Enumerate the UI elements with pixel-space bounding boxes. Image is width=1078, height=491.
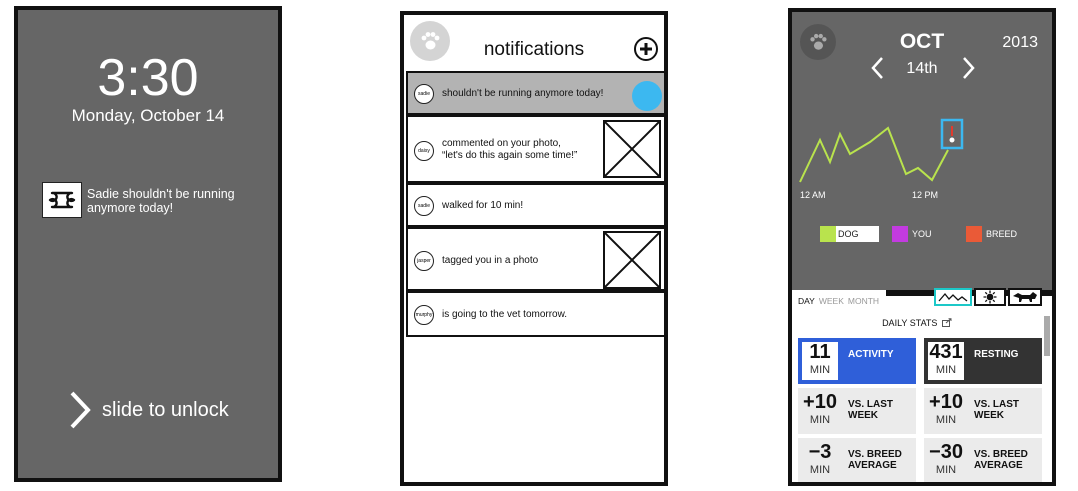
legend-item-dog[interactable] <box>820 226 879 242</box>
avatar[interactable]: sadie <box>414 196 434 216</box>
stat-label-line-1: VS. BREED <box>974 449 1028 460</box>
stat-label <box>974 449 1028 471</box>
stat-unit: MIN <box>935 414 957 426</box>
stat-number: +10 <box>803 391 837 413</box>
stat-vs-last-week[interactable] <box>798 388 916 434</box>
stat-label <box>974 349 1018 360</box>
notification-text: walked for 10 min! <box>442 200 524 211</box>
notification-text: tagged you in a photo <box>442 255 539 266</box>
notification-item[interactable] <box>406 115 666 183</box>
photo-thumbnail[interactable] <box>603 120 661 178</box>
stat-label-line-1: VS. LAST <box>974 399 1020 410</box>
stat-vs-last-week[interactable] <box>924 388 1042 434</box>
notification-item[interactable] <box>406 71 666 115</box>
tab-day[interactable]: DAY <box>798 296 815 306</box>
lock-date: Monday, October 14 <box>71 106 225 125</box>
plus-icon[interactable] <box>634 37 658 61</box>
tab-month[interactable]: MONTH <box>847 296 880 306</box>
stat-activity[interactable] <box>798 338 916 384</box>
daily-stats-label: DAILY STATS <box>882 318 938 328</box>
x-axis-start-label: 12 AM <box>800 190 826 200</box>
year-label: 2013 <box>1002 34 1038 51</box>
notifications-header <box>404 15 664 69</box>
stat-unit: MIN <box>809 364 831 376</box>
stats-tabs <box>792 290 1052 312</box>
legend-swatch <box>892 226 908 242</box>
stat-label <box>848 449 902 471</box>
lock-notification[interactable] <box>42 182 262 218</box>
stat-label-line-2: AVERAGE <box>848 460 897 471</box>
stat-vs-breed-average[interactable] <box>798 438 916 484</box>
stat-number: −3 <box>808 441 832 463</box>
notification-item[interactable] <box>406 227 666 291</box>
photo-thumbnail[interactable] <box>603 231 661 289</box>
stat-number: 11 <box>809 341 831 363</box>
touch-indicator <box>632 81 662 111</box>
range-tabs <box>792 290 886 312</box>
daily-stats-heading[interactable] <box>792 318 1042 328</box>
notification-text <box>442 138 577 162</box>
legend-label: DOG <box>836 226 879 242</box>
avatar[interactable]: murphy <box>414 305 434 325</box>
stat-vs-breed-average[interactable] <box>924 438 1042 484</box>
stat-unit: MIN <box>935 364 957 376</box>
stat-label <box>974 399 1019 421</box>
stat-label-line-1: VS. LAST <box>848 399 894 410</box>
stat-label-line-1: VS. BREED <box>848 449 902 460</box>
lock-notification-text: Sadie shouldn't be running anymore today! <box>87 187 235 215</box>
page-title: notifications <box>483 39 585 60</box>
stat-resting[interactable] <box>924 338 1042 384</box>
activity-chart[interactable] <box>792 102 1052 192</box>
stat-label <box>848 399 893 421</box>
stat-label <box>848 349 894 360</box>
avatar[interactable]: jasper <box>414 251 434 271</box>
stats-phone <box>788 8 1056 486</box>
lock-time: 3:30 <box>97 49 199 107</box>
stat-label-line-2: WEEK <box>848 410 878 421</box>
current-point <box>950 138 955 143</box>
tab-breed[interactable] <box>1008 288 1042 306</box>
stat-label-line-1: ACTIVITY <box>848 349 894 360</box>
stat-unit: MIN <box>809 464 831 476</box>
legend-label: BREED <box>986 229 1018 239</box>
legend-label: YOU <box>912 229 932 239</box>
share-icon <box>942 318 952 327</box>
tab-activity[interactable] <box>934 288 972 306</box>
notification-item[interactable] <box>406 291 666 337</box>
sun-icon <box>983 290 997 304</box>
stats-body <box>792 312 1052 482</box>
stat-label-line-2: AVERAGE <box>974 460 1023 471</box>
day-label: 14th <box>906 60 938 77</box>
stat-unit: MIN <box>935 464 957 476</box>
notification-line-2: “let's do this again some time!” <box>442 150 578 161</box>
stat-number: 431 <box>929 341 963 363</box>
notification-item[interactable] <box>406 183 666 227</box>
notification-text: is going to the vet tomorrow. <box>442 309 568 320</box>
unlock-label: slide to unlock <box>102 398 229 421</box>
stat-label-line-1: RESTING <box>974 349 1019 360</box>
dog-icon <box>1012 291 1038 303</box>
scrollbar[interactable] <box>1044 316 1050 356</box>
notification-line-1: commented on your photo, <box>442 138 561 149</box>
tab-week[interactable]: WEEK <box>818 296 844 306</box>
stat-unit: MIN <box>809 414 831 426</box>
activity-line <box>800 128 948 182</box>
legend-swatch <box>966 226 982 242</box>
stats-header-area <box>792 12 1052 290</box>
chevron-right-icon <box>68 390 92 430</box>
tab-sun[interactable] <box>974 288 1006 306</box>
avatar[interactable]: daisy <box>414 141 434 161</box>
slide-to-unlock[interactable] <box>68 390 229 430</box>
notification-text: shouldn't be running anymore today! <box>442 88 604 99</box>
stat-number: −30 <box>929 441 963 463</box>
legend-item-you[interactable] <box>892 226 932 242</box>
legend-item-breed[interactable] <box>966 226 1017 242</box>
x-axis-mid-label: 12 PM <box>912 190 939 200</box>
notifications-phone <box>400 11 668 486</box>
chevron-right-icon[interactable] <box>960 56 976 80</box>
stat-number: +10 <box>929 391 963 413</box>
avatar[interactable]: sadie <box>414 84 434 104</box>
month-label: OCT <box>899 30 945 53</box>
stat-label-line-2: WEEK <box>974 410 1004 421</box>
bone-icon <box>42 182 82 218</box>
activity-line-icon <box>938 291 968 303</box>
lock-screen-phone <box>14 6 282 482</box>
legend-swatch <box>820 226 836 242</box>
